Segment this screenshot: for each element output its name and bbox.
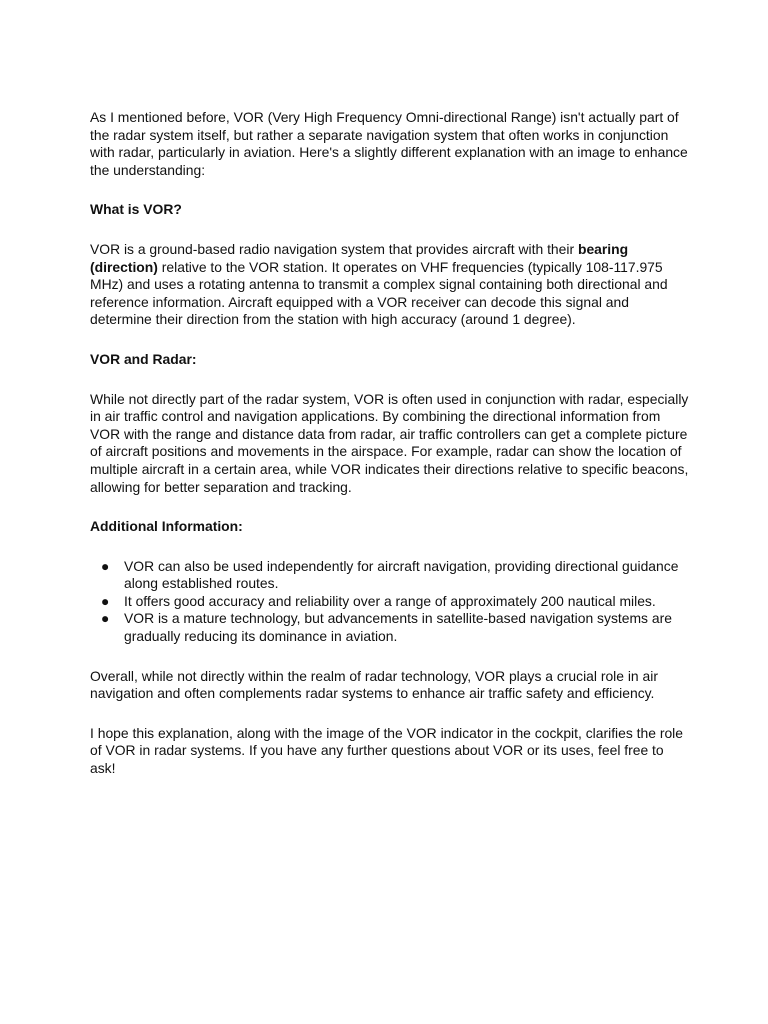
bullet-icon: ● xyxy=(101,592,110,609)
document-body xyxy=(90,109,690,800)
vor-and-radar-paragraph: While not directly part of the radar system, VOR is often used in conjunction with radar, especially in air traffic control and navigation applications. By combining the directional information from VOR with the range and distance data from radar, air traffic controllers can get a complete picture of aircraft positions and movements in the airspace. For example, radar can show the location of multiple aircraft in a certain area, while VOR indicates their directions relative to specific beacons, allowing for better separation and tracking. xyxy=(90,390,689,495)
additional-info-list xyxy=(90,558,690,646)
list-item-text: It offers good accuracy and reliability over a range of approximately 200 nautical miles. xyxy=(124,592,656,609)
intro-paragraph: As I mentioned before, VOR (Very High Frequency Omni-directional Range) isn't actually part of the radar system itself, but rather a separate navigation system that often works in conjunction with radar, particularly in aviation. Here's a slightly different explanation with an image to enhance the understanding: xyxy=(90,109,688,178)
list-item xyxy=(90,558,690,593)
what-is-vor-text-before: VOR is a ground-based radio navigation system that provides aircraft with their xyxy=(90,240,578,257)
list-item xyxy=(90,593,690,611)
list-item xyxy=(90,610,690,645)
bullet-icon: ● xyxy=(101,557,110,574)
overall-paragraph: Overall, while not directly within the realm of radar technology, VOR plays a crucial role in air navigation and often complements radar systems to enhance air traffic safety and efficiency. xyxy=(90,667,658,702)
bearing-bold-text: bearing (direction) xyxy=(90,240,629,275)
heading-additional-information: Additional Information: xyxy=(90,518,243,535)
what-is-vor-text-after: relative to the VOR station. It operates on VHF frequencies (typically 108-117.975 MHz) and uses a rotating antenna to transmit a complex signal containing both directional and reference information. Aircraft equipped with a VOR receiver can decode this signal and determine their direction from the station with high accuracy (around 1 degree). xyxy=(90,258,668,328)
list-item-text: VOR is a mature technology, but advancements in satellite-based navigation systems are gradually reducing its dominance in aviation. xyxy=(124,610,672,645)
list-item-text: VOR can also be used independently for aircraft navigation, providing directional guidance along established routes. xyxy=(124,557,679,592)
closing-paragraph: I hope this explanation, along with the image of the VOR indicator in the cockpit, clarifies the role of VOR in radar systems. If you have any further questions about VOR or its uses, feel free to ask! xyxy=(90,724,683,777)
heading-vor-and-radar: VOR and Radar: xyxy=(90,350,197,367)
heading-what-is-vor: What is VOR? xyxy=(90,201,182,218)
what-is-vor-paragraph xyxy=(90,241,690,329)
bullet-icon: ● xyxy=(101,610,110,627)
